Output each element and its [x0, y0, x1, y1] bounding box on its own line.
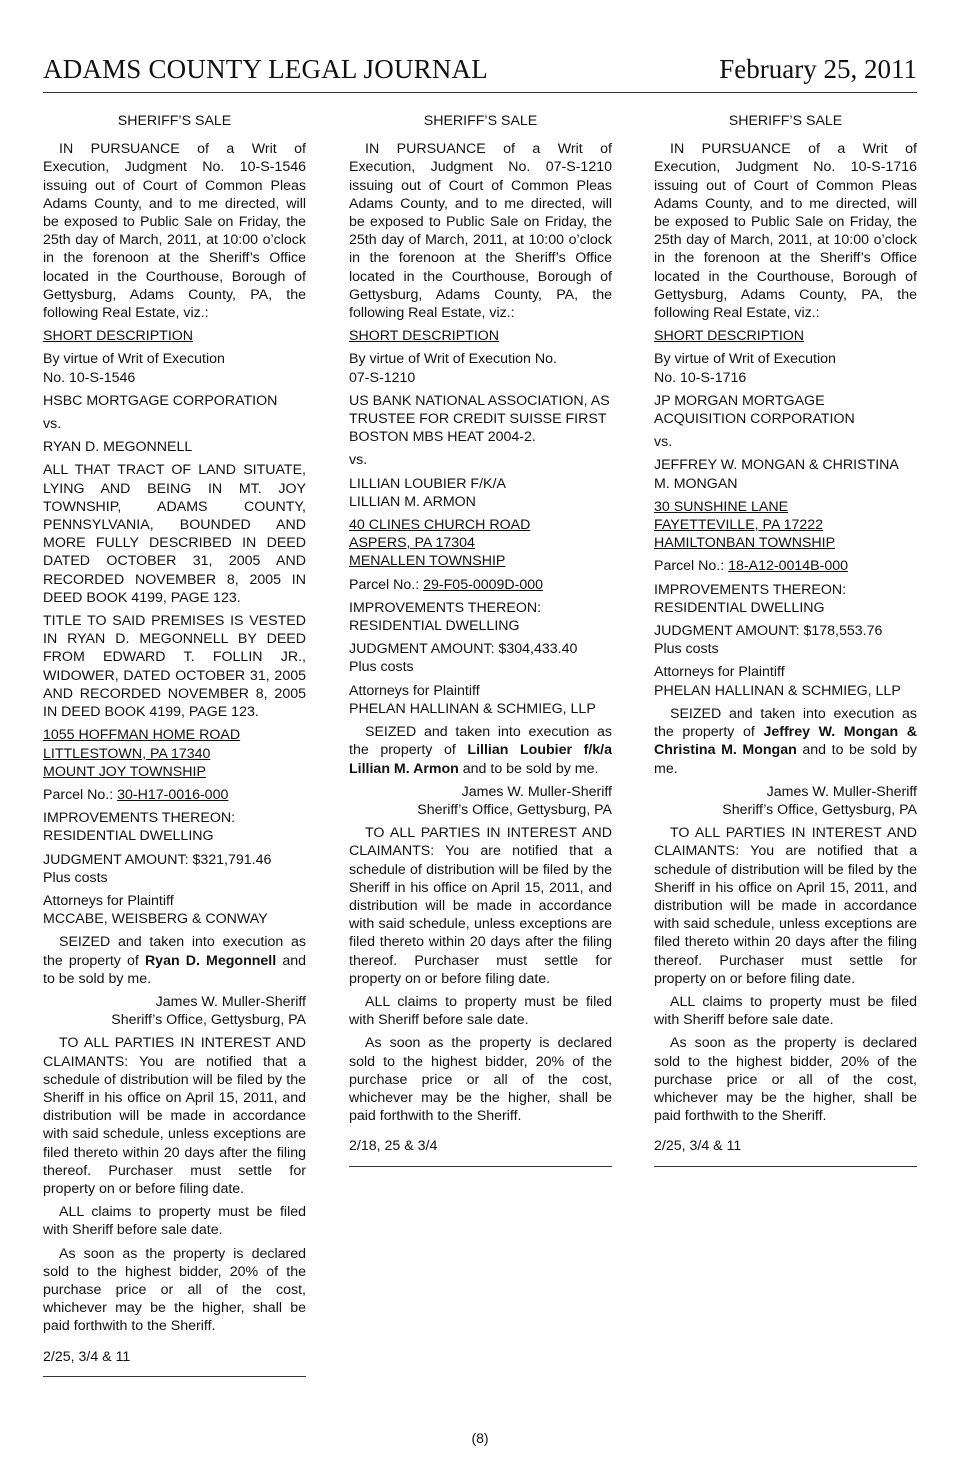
journal-title: ADAMS COUNTY LEGAL JOURNAL: [43, 54, 488, 84]
sheriff-signature: James W. Muller-Sheriff Sheriff’s Office, Gettysburg, PA: [722, 783, 917, 818]
column-end-rule: [43, 1376, 306, 1377]
notice-heading: SHERIFF’S SALE: [423, 113, 538, 129]
short-description-heading: SHORT DESCRIPTION: [654, 328, 805, 345]
judgment-amount: JUDGMENT AMOUNT: $321,791.46 Plus costs: [43, 851, 272, 886]
sheriff-sale-notice-1: [43, 112, 306, 1377]
notice-intro: IN PURSUANCE of a Writ of Execution, Judgment No. 10-S-1546 issuing out of Court of Common Pleas Adams County, and to me directed, will be exposed to Public Sale on Friday, the 25th day of March, 2011, at 10:00 o’clock in the forenoon at the Sheriff’s Office located in the Courthouse, Borough of Gettysburg, Adams County, PA, the following Real Estate, viz.:: [43, 141, 306, 322]
property-owner: Lillian Loubier f/k/a Lillian M. Armon: [349, 742, 612, 777]
claims-notice: ALL claims to property must be filed with Sheriff before sale date.: [43, 1204, 306, 1239]
plaintiff: US BANK NATIONAL ASSOCIATION, AS TRUSTEE FOR CREDIT SUISSE FIRST BOSTON MBS HEAT 2004-2.: [349, 392, 610, 446]
publication-dates: 2/25, 3/4 & 11: [654, 1138, 742, 1155]
writ-reference: By virtue of Writ of Execution No. 10-S-1546: [43, 351, 225, 386]
short-description-heading: SHORT DESCRIPTION: [349, 328, 500, 345]
legal-description: ALL THAT TRACT OF LAND SITUATE, LYING AND BEING IN MT. JOY TOWNSHIP, ADAMS COUNTY, PENNSYLVANIA, BOUNDED AND MORE FULLY DESCRIBED IN DEED DATED OCTOBER 31, 2005 AND RECORDED NOVEMBER 8, 2005 IN DEED BOOK 4199, PAGE 123.: [43, 462, 306, 606]
defendant: LILLIAN LOUBIER F/K/A LILLIAN M. ARMON: [349, 475, 506, 510]
improvements: IMPROVEMENTS THEREON: RESIDENTIAL DWELLING: [43, 810, 236, 845]
defendant: JEFFREY W. MONGAN & CHRISTINA M. MONGAN: [654, 457, 899, 492]
distribution-notice: TO ALL PARTIES IN INTEREST AND CLAIMANTS: You are notified that a schedule of distribution will be filed by the Sheriff in his office on April 15, 2011, and distribution will be made in accordance with said schedule, unless exceptions are filed thereto within 20 days after the filing thereof. Purchaser must settle for property on or before filing date.: [43, 1035, 306, 1197]
title-vesting: TITLE TO SAID PREMISES IS VESTED IN RYAN D. MEGONNELL BY DEED FROM EDWARD T. FOLLIN JR., WIDOWER, DATED OCTOBER 31, 2005 AND RECORDED NOVEMBER 8, 2005 IN DEED BOOK 4199, PAGE 123.: [43, 613, 306, 721]
payment-notice: As soon as the property is declared sold to the highest bidder, 20% of the purchase price or all of the cost, whichever may be the higher, shall be paid forthwith to the Sheriff.: [349, 1035, 612, 1125]
property-owner: Ryan D. Megonnell: [144, 952, 277, 969]
property-address: 1055 HOFFMAN HOME ROAD LITTLESTOWN, PA 17340 MOUNT JOY TOWNSHIP: [43, 727, 241, 780]
plaintiff-attorneys: Attorneys for Plaintiff PHELAN HALLINAN & SCHMIEG, LLP: [349, 682, 596, 717]
issue-date: February 25, 2011: [719, 54, 917, 84]
notice-heading: SHERIFF’S SALE: [728, 113, 843, 129]
payment-notice: As soon as the property is declared sold to the highest bidder, 20% of the purchase price or all of the cost, whichever may be the higher, shall be paid forthwith to the Sheriff.: [43, 1245, 306, 1335]
page-number: (8): [471, 1430, 489, 1446]
seizure-statement: SEIZED and taken into execution as the property of Lillian Loubier f/k/a Lillian M. Armon and to be sold by me.: [349, 724, 612, 777]
short-description-heading: SHORT DESCRIPTION: [43, 328, 194, 345]
claims-notice: ALL claims to property must be filed with Sheriff before sale date.: [349, 993, 612, 1029]
defendant: RYAN D. MEGONNELL: [43, 439, 193, 456]
sheriff-sale-notice-2: [349, 112, 612, 1167]
plaintiff-attorneys: Attorneys for Plaintiff MCCABE, WEISBERG & CONWAY: [43, 892, 268, 928]
parcel-number: Parcel No.: 29-F05-0009D-000: [349, 576, 544, 593]
parcel-number: Parcel No.: 30-H17-0016-000: [43, 786, 229, 803]
notice-heading: SHERIFF’S SALE: [117, 113, 232, 129]
property-address: 40 CLINES CHURCH ROAD ASPERS, PA 17304 MENALLEN TOWNSHIP: [349, 517, 531, 570]
writ-reference: By virtue of Writ of Execution No. 07-S-1210: [349, 351, 557, 386]
plaintiff: HSBC MORTGAGE CORPORATION: [43, 392, 278, 409]
seizure-statement: SEIZED and taken into execution as the property of Ryan D. Megonnell and to be sold by me.: [43, 934, 306, 987]
notice-intro: IN PURSUANCE of a Writ of Execution, Judgment No. 07-S-1210 issuing out of Court of Common Pleas Adams County, and to me directed, will be exposed to Public Sale on Friday, the 25th day of March, 2011, at 10:00 o’clock in the forenoon at the Sheriff’s Office located in the Courthouse, Borough of Gettysburg, Adams County, PA, the following Real Estate, viz.:: [349, 141, 612, 322]
versus: vs.: [43, 416, 62, 433]
sheriff-signature: James W. Muller-Sheriff Sheriff’s Office, Gettysburg, PA: [111, 993, 306, 1029]
masthead: [43, 52, 917, 93]
publication-dates: 2/18, 25 & 3/4: [349, 1138, 438, 1155]
judgment-amount: JUDGMENT AMOUNT: $304,433.40 Plus costs: [349, 641, 578, 676]
column-end-rule: [349, 1166, 612, 1167]
publication-dates: 2/25, 3/4 & 11: [43, 1348, 131, 1365]
versus: vs.: [349, 452, 368, 469]
plaintiff: JP MORGAN MORTGAGE ACQUISITION CORPORATION: [654, 392, 855, 428]
distribution-notice: TO ALL PARTIES IN INTEREST AND CLAIMANTS: You are notified that a schedule of distribution will be filed by the Sheriff in his office on April 15, 2011, and distribution will be made in accordance with said schedule, unless exceptions are filed thereto within 20 days after the filing thereof. Purchaser must settle for property on or before filing date.: [349, 825, 612, 987]
claims-notice: ALL claims to property must be filed with Sheriff before sale date.: [654, 993, 917, 1029]
notice-intro: IN PURSUANCE of a Writ of Execution, Judgment No. 10-S-1716 issuing out of Court of Common Pleas Adams County, and to me directed, will be exposed to Public Sale on Friday, the 25th day of March, 2011, at 10:00 o’clock in the forenoon at the Sheriff’s Office located in the Courthouse, Borough of Gettysburg, Adams County, PA, the following Real Estate, viz.:: [654, 141, 917, 322]
improvements: IMPROVEMENTS THEREON: RESIDENTIAL DWELLING: [349, 599, 542, 635]
sheriff-signature: James W. Muller-Sheriff Sheriff’s Office, Gettysburg, PA: [417, 783, 612, 818]
payment-notice: As soon as the property is declared sold to the highest bidder, 20% of the purchase price or all of the cost, whichever may be the higher, shall be paid forthwith to the Sheriff.: [654, 1035, 917, 1125]
property-owner: Jeffrey W. Mongan & Christina M. Mongan: [654, 724, 917, 759]
writ-reference: By virtue of Writ of Execution No. 10-S-1716: [654, 351, 836, 386]
property-address: 30 SUNSHINE LANE FAYETTEVILLE, PA 17222 HAMILTONBAN TOWNSHIP: [654, 498, 836, 552]
seizure-statement: SEIZED and taken into execution as the property of Jeffrey W. Mongan & Christina M. Mongan and to be sold by me.: [654, 705, 917, 777]
plaintiff-attorneys: Attorneys for Plaintiff PHELAN HALLINAN & SCHMIEG, LLP: [654, 664, 901, 699]
sheriff-sale-notice-3: [654, 112, 917, 1167]
parcel-number: Parcel No.: 18-A12-0014B-000: [654, 558, 849, 575]
judgment-amount: JUDGMENT AMOUNT: $178,553.76 Plus costs: [654, 623, 883, 658]
column-end-rule: [654, 1166, 917, 1167]
improvements: IMPROVEMENTS THEREON: RESIDENTIAL DWELLING: [654, 581, 847, 616]
distribution-notice: TO ALL PARTIES IN INTEREST AND CLAIMANTS: You are notified that a schedule of distribution will be filed by the Sheriff in his office on April 15, 2011, and distribution will be made in accordance with said schedule, unless exceptions are filed thereto within 20 days after the filing thereof. Purchaser must settle for property on or before filing date.: [654, 825, 917, 987]
versus: vs.: [654, 434, 673, 451]
